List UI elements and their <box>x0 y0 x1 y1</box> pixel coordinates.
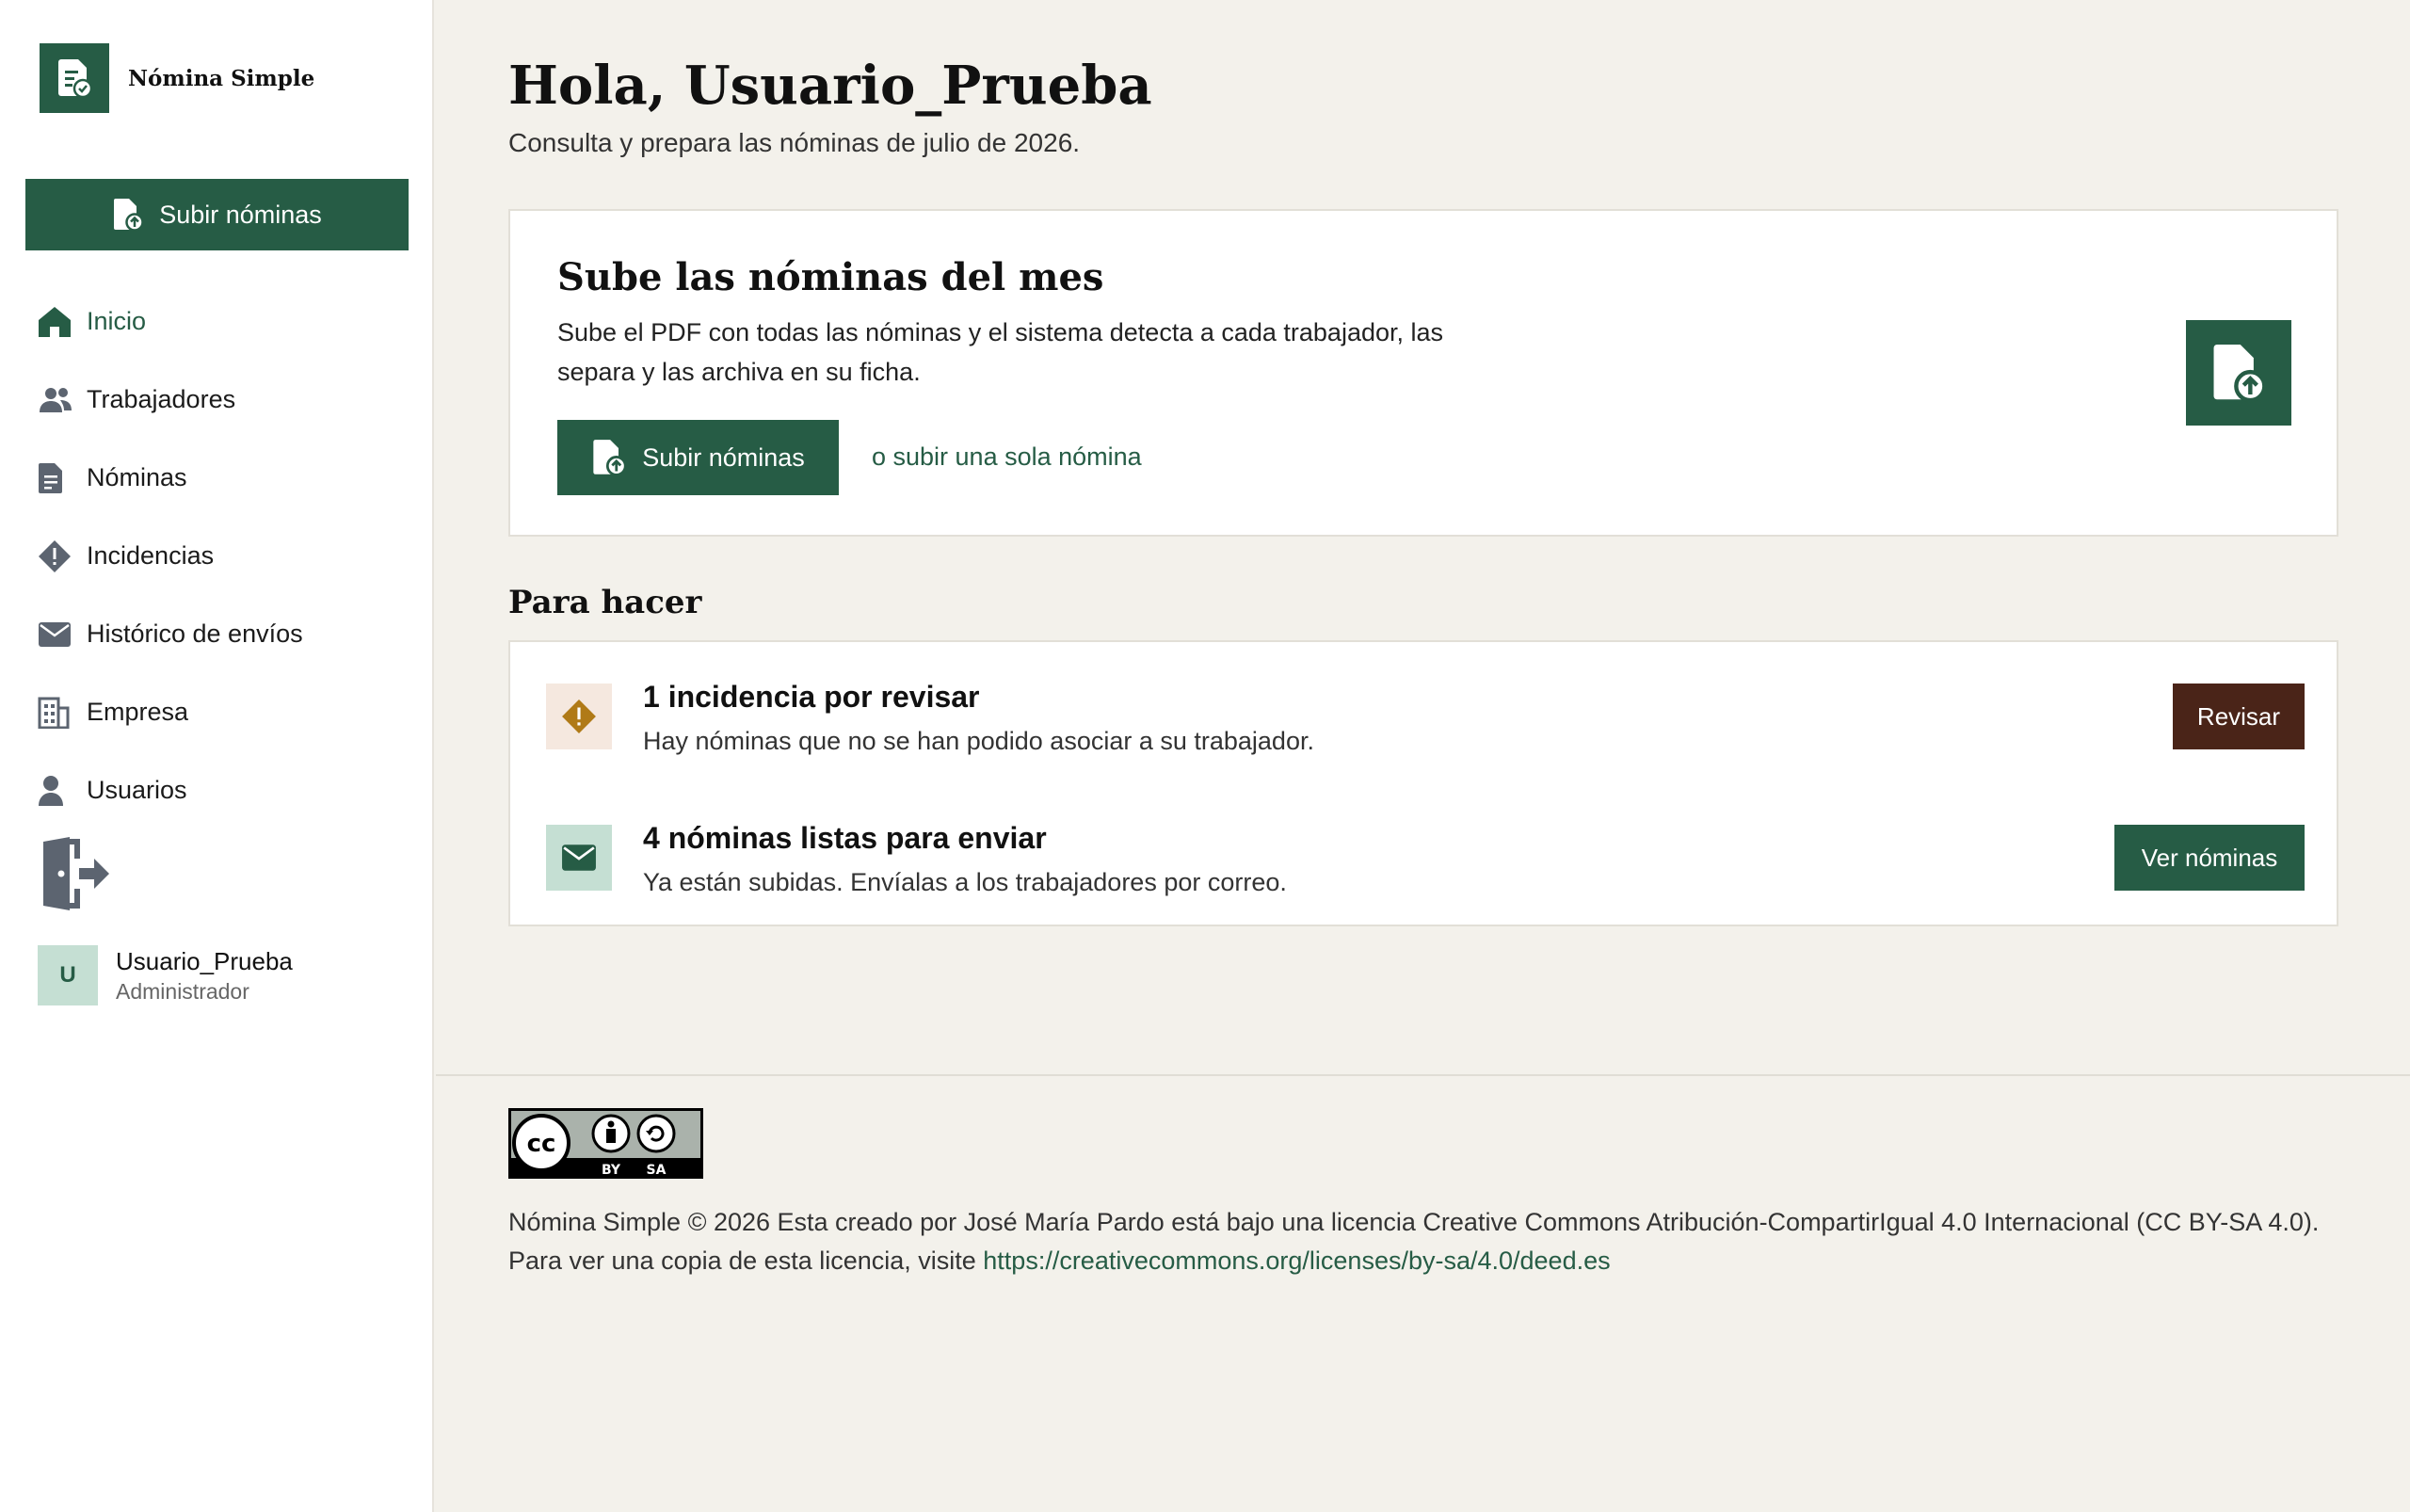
sidebar-item-incidencias[interactable] <box>38 517 414 595</box>
sidebar-upload-button[interactable] <box>25 179 409 250</box>
brand-name: Nómina Simple <box>128 65 315 91</box>
footer-license-text <box>508 1203 2325 1280</box>
list-item <box>546 680 2305 755</box>
upload-payrolls-label: Subir nóminas <box>642 442 805 472</box>
sidebar-upload-label: Subir nóminas <box>159 200 322 229</box>
document-icon <box>38 462 87 494</box>
upload-card <box>508 209 2338 537</box>
review-button[interactable]: Revisar <box>2173 684 2305 749</box>
sidebar-item-nominas[interactable] <box>38 439 414 517</box>
user-role: Administrador <box>116 978 249 1004</box>
sidebar-item-label: Usuarios <box>87 776 187 804</box>
view-payrolls-button[interactable]: Ver nóminas <box>2114 825 2305 891</box>
todo-card <box>508 640 2338 926</box>
alert-diamond-icon <box>38 539 87 573</box>
warning-icon <box>546 684 612 749</box>
upload-payrolls-button[interactable] <box>557 420 839 495</box>
home-icon <box>38 306 87 338</box>
upload-card-description: Sube el PDF con todas las nóminas y el sistema detecta a cada trabajador, las separa y las archiva en su ficha. <box>557 318 1444 386</box>
footer-divider <box>436 1074 2410 1076</box>
cc-license-badge[interactable] <box>508 1108 703 1183</box>
sidebar-item-label: Empresa <box>87 698 189 726</box>
user-profile[interactable] <box>38 945 293 1005</box>
sidebar-item-inicio[interactable] <box>38 282 414 361</box>
upload-single-link[interactable]: o subir una sola nómina <box>872 442 1142 471</box>
todo-section-title: Para hacer <box>508 584 702 621</box>
todo-item-description: Hay nóminas que no se han podido asociar a su trabajador. <box>643 727 1314 755</box>
sidebar-item-usuarios[interactable] <box>38 751 414 829</box>
logout-icon <box>38 836 111 911</box>
license-link[interactable]: https://creativecommons.org/licenses/by-sa/4.0/deed.es <box>983 1247 1611 1275</box>
cc-badge-sa: SA <box>646 1163 667 1178</box>
sidebar-item-label: Incidencias <box>87 541 215 570</box>
sidebar-item-empresa[interactable] <box>38 673 414 751</box>
sidebar-item-label: Nóminas <box>87 463 187 491</box>
file-upload-icon <box>112 198 144 232</box>
page-subtitle: Consulta y prepara las nóminas de julio de 2026. <box>508 128 1081 157</box>
payroll-logo-icon <box>40 43 109 113</box>
sidebar-nav <box>38 282 414 829</box>
user-name: Usuario_Prueba <box>116 946 293 975</box>
file-upload-icon <box>2186 320 2291 426</box>
todo-item-description: Ya están subidas. Envíalas a los trabajadores por correo. <box>643 868 1287 896</box>
envelope-icon <box>38 621 87 648</box>
todo-item-title: 1 incidencia por revisar <box>643 680 980 714</box>
sidebar-item-label: Trabajadores <box>87 385 236 413</box>
logout-button[interactable] <box>38 836 111 916</box>
building-icon <box>38 697 87 729</box>
page-title: Hola, Usuario_Prueba <box>508 55 1152 117</box>
file-upload-icon <box>591 439 627 476</box>
sidebar-item-historico[interactable] <box>38 595 414 673</box>
user-icon <box>38 775 87 807</box>
list-item <box>546 821 2305 896</box>
users-icon <box>38 386 87 414</box>
cc-badge-by: BY <box>601 1163 621 1178</box>
envelope-icon <box>546 825 612 891</box>
sidebar-item-trabajadores[interactable] <box>38 361 414 439</box>
cc-badge-cc: cc <box>526 1130 556 1158</box>
sidebar-item-label: Histórico de envíos <box>87 619 303 648</box>
sidebar <box>0 0 434 1512</box>
footer-text: Nómina Simple © 2026 Esta creado por José María Pardo está bajo una licencia Creative Commons Atribución-CompartirIgual 4.0 Internacional (CC BY-SA 4.0). Para ver una copia de esta licencia, visite <box>508 1208 2320 1275</box>
upload-card-title: Sube las nóminas del mes <box>557 255 1104 299</box>
todo-item-title: 4 nóminas listas para enviar <box>643 821 1047 855</box>
sidebar-item-label: Inicio <box>87 307 147 335</box>
brand[interactable] <box>40 43 314 113</box>
avatar: U <box>38 945 98 1005</box>
